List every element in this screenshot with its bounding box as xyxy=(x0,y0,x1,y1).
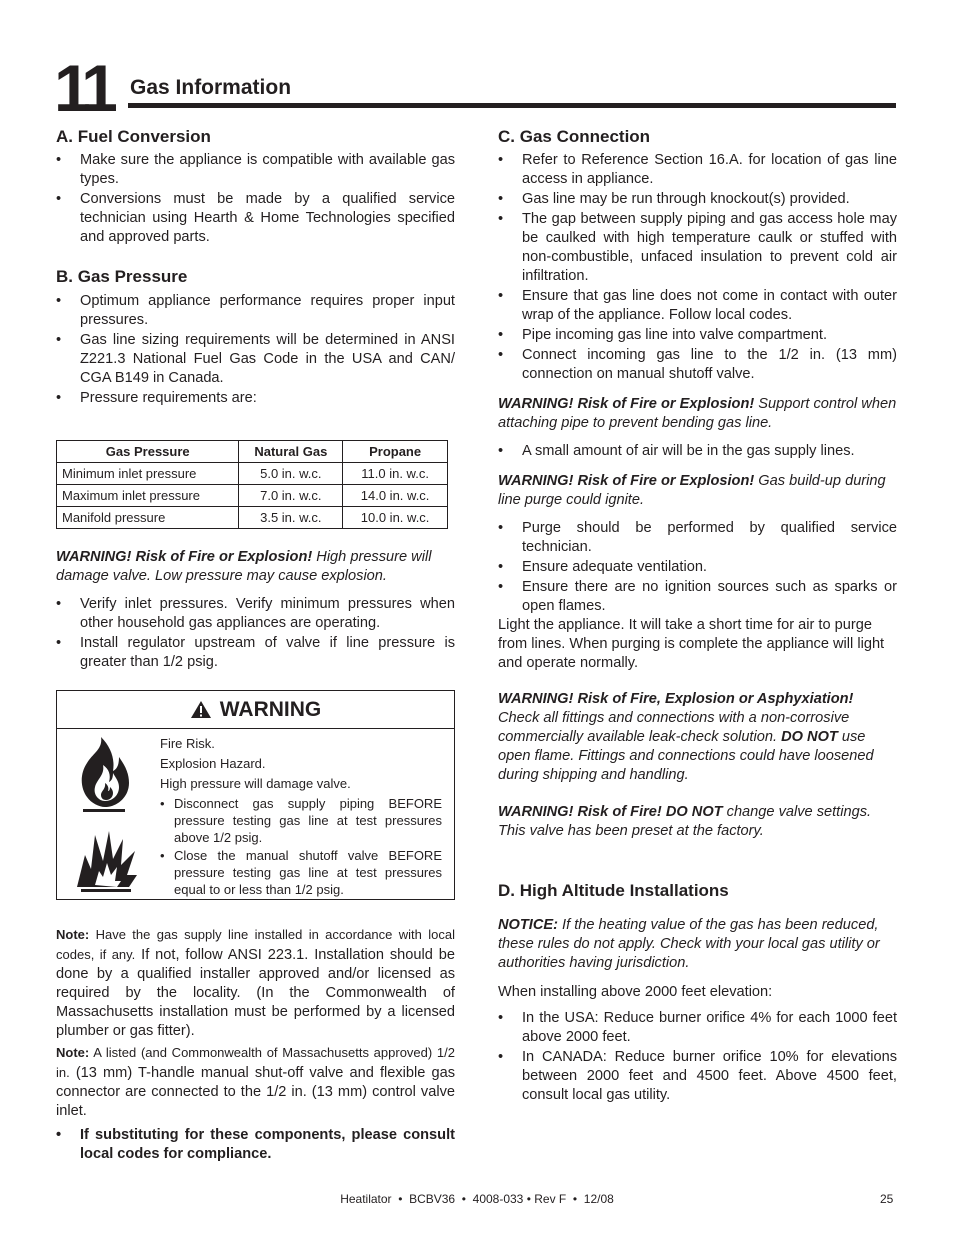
table-header-row xyxy=(57,441,448,463)
list-item: • Ensure there are no ignition sources such as sparks or open flames. xyxy=(498,578,897,616)
list-item: • If substituting for these components, please consult local codes for compliance. xyxy=(56,1126,455,1164)
list-item: • Refer to Reference Section 16.A. for location of gas line access in appliance. xyxy=(498,151,897,189)
note-2 xyxy=(56,1043,455,1121)
table-cell: 10.0 in. w.c. xyxy=(343,507,448,529)
warning-text: use open flame. Fittings and connections could have loosened during shipping and handling. xyxy=(498,729,874,783)
chapter-title: Gas Information xyxy=(130,76,292,99)
warning-label: WARNING! Risk of Fire! DO NOT xyxy=(498,804,723,820)
table-header-cell: Propane xyxy=(343,441,448,463)
table-cell: 14.0 in. w.c. xyxy=(343,485,448,507)
connection-warning-3 xyxy=(498,690,898,785)
gas-pressure-table xyxy=(56,440,448,529)
warning-box xyxy=(56,690,455,900)
table-header-cell: Natural Gas xyxy=(239,441,343,463)
warning-text: Gas build-up during line purge could ignite. xyxy=(498,473,886,508)
table-row xyxy=(57,463,448,485)
notice-label: NOTICE: xyxy=(498,917,558,933)
list-item: • Pipe incoming gas line into valve compartment. xyxy=(498,326,897,345)
notice xyxy=(498,916,897,973)
notice-text: If the heating value of the gas has been reduced, these rules do not apply. Check with your local gas utility or authorities having jurisdiction. xyxy=(498,917,880,971)
list-item: • Pressure requirements are: xyxy=(56,389,455,408)
table-cell: 5.0 in. w.c. xyxy=(239,463,343,485)
warning-box-body xyxy=(57,729,454,899)
warning-label: WARNING! Risk of Fire or Explosion! xyxy=(498,473,755,489)
warning-text: Support control when attaching pipe to prevent bending gas line. xyxy=(498,396,897,431)
list-item: • Install regulator upstream of valve if line pressure is greater than 1/2 psig. xyxy=(56,634,455,672)
table-row xyxy=(57,485,448,507)
page-number: 25 xyxy=(880,1192,894,1206)
table-cell: Manifold pressure xyxy=(57,507,239,529)
purge-section xyxy=(498,519,897,673)
table-cell: 11.0 in. w.c. xyxy=(343,463,448,485)
altitude-intro: When installing above 2000 feet elevation: xyxy=(498,984,773,1000)
altitude-list xyxy=(498,1009,897,1105)
connection-warning-2 xyxy=(498,472,897,510)
list-item: • Disconnect gas supply piping BEFORE pressure testing gas line at test pressures above 1/2 psig. xyxy=(160,795,442,846)
pressure-warning xyxy=(56,548,455,586)
note-text: (13 mm) T-handle manual shut-off valve and flexible gas connector are connected to the 1/2 in. (13 mm) control valve inlet. xyxy=(56,1065,455,1119)
list-item: • Optimum appliance performance requires proper input pressures. xyxy=(56,292,455,330)
list-item: • Close the manual shutoff valve BEFORE pressure testing gas line at test pressures equal to or less than 1/2 psig. xyxy=(160,847,442,898)
note-label: Note: xyxy=(56,1045,90,1060)
list-item: • The gap between supply piping and gas access hole may be caulked with high temperature caulk or stuffed with non-combustible, unfaced insulation to prevent cold air infiltration. xyxy=(498,210,897,286)
bold-bullet-list xyxy=(56,1126,455,1164)
air-list xyxy=(498,442,897,461)
fire-icon xyxy=(73,735,135,815)
footer-text: Heatilator • BCBV36 • 4008-033 • Rev F • 12/08 xyxy=(340,1192,614,1206)
connection-warning-4 xyxy=(498,803,897,841)
gas-connection-list xyxy=(498,151,897,384)
header-rule xyxy=(128,103,896,108)
chapter-number: 11 xyxy=(54,51,112,125)
table-cell: 7.0 in. w.c. xyxy=(239,485,343,507)
warning-emphasis: DO NOT xyxy=(781,729,838,745)
bold-bullet xyxy=(56,1126,455,1164)
fuel-conversion-list xyxy=(56,151,455,247)
list-item: • Gas line sizing requirements will be determined in ANSI Z221.3 National Fuel Gas Code in the USA and CAN/ CGA B149 in Canada. xyxy=(56,331,455,388)
light-paragraph: Light the appliance. It will take a short time for air to purge from lines. When purging is complete the appliance will light and operate normally. xyxy=(498,617,885,671)
section-gas-connection xyxy=(498,127,897,384)
warning-label: WARNING! Risk of Fire or Explosion! xyxy=(498,396,755,412)
warning-line: High pressure will damage valve. xyxy=(160,776,351,791)
purge-list xyxy=(498,519,897,616)
list-item: • Verify inlet pressures. Verify minimum pressures when other household gas appliances are operating. xyxy=(56,595,455,633)
heading-gas-connection: C. Gas Connection xyxy=(498,127,651,146)
note-text: If not, follow ANSI 223.1. Installation should be done by a qualified installer approved and/or licensed as required by the locality. (In the Commonwealth of Massachusetts installation must be performed by a licensed plumber or gas fitter). xyxy=(56,947,455,1039)
warning-box-list xyxy=(160,795,442,898)
note-small-text: A listed (and Commonwealth of Massachusetts approved) 1/2 in. xyxy=(56,1045,455,1080)
warning-label: WARNING! Risk of Fire, Explosion or Asphyxiation! xyxy=(498,691,854,707)
list-item: • Conversions must be made by a qualified service technician using Hearth & Home Technologies specified and approved parts. xyxy=(56,190,455,247)
table-cell: Minimum inlet pressure xyxy=(57,463,239,485)
warning-text: change valve settings. This valve has been preset at the factory. xyxy=(498,804,872,839)
warning-box-text xyxy=(160,735,442,898)
warning-text: High pressure will damage valve. Low pressure may cause explosion. xyxy=(56,549,432,584)
section-gas-pressure xyxy=(56,267,455,408)
table-cell: Maximum inlet pressure xyxy=(57,485,239,507)
heading-fuel-conversion: A. Fuel Conversion xyxy=(56,127,211,146)
list-item: • Ensure adequate ventilation. xyxy=(498,558,897,577)
connection-warning-1 xyxy=(498,395,897,433)
explosion-icon xyxy=(73,825,139,895)
note-small-text: Have the gas supply line installed in accordance with local codes, if any. xyxy=(56,927,455,962)
gas-pressure-table-wrap xyxy=(56,440,448,529)
list-item: • Connect incoming gas line to the 1/2 in. (13 mm) connection on manual shutoff valve. xyxy=(498,346,897,384)
list-item: • Make sure the appliance is compatible with available gas types. xyxy=(56,151,455,189)
heading-gas-pressure: B. Gas Pressure xyxy=(56,267,188,286)
section-fuel-conversion xyxy=(56,127,455,247)
table-row xyxy=(57,507,448,529)
heading-high-altitude: D. High Altitude Installations xyxy=(498,881,729,900)
note-label: Note: xyxy=(56,927,90,942)
section-high-altitude xyxy=(498,881,897,1105)
warning-label: WARNING! Risk of Fire or Explosion! xyxy=(56,549,313,565)
warning-box-header xyxy=(57,691,454,729)
table-cell: 3.5 in. w.c. xyxy=(239,507,343,529)
gas-pressure-list-2 xyxy=(56,595,455,672)
warning-box-title: WARNING xyxy=(219,697,322,721)
list-item: • Gas line may be run through knockout(s) provided. xyxy=(498,190,897,209)
list-item: • In the USA: Reduce burner orifice 4% for each 1000 feet above 2000 feet. xyxy=(498,1009,897,1047)
warning-line: Fire Risk. xyxy=(160,736,215,751)
gas-pressure-list xyxy=(56,292,455,408)
air-note xyxy=(498,442,897,461)
list-item: • In CANADA: Reduce burner orifice 10% for elevations between 2000 feet and 4500 feet. Above 4500 feet, consult local gas utility. xyxy=(498,1048,897,1105)
warning-triangle-icon xyxy=(190,700,212,719)
list-item: • Ensure that gas line does not come in contact with outer wrap of the appliance. Follow local codes. xyxy=(498,287,897,325)
note-1 xyxy=(56,925,455,1041)
table-header-cell: Gas Pressure xyxy=(57,441,239,463)
list-item: • Purge should be performed by qualified service technician. xyxy=(498,519,897,557)
warning-text: Check all fittings and connections with a non-corrosive commercially available leak-check solution. xyxy=(498,710,850,745)
list-item: • A small amount of air will be in the gas supply lines. xyxy=(498,442,897,461)
pressure-list-2 xyxy=(56,595,455,672)
warning-line: Explosion Hazard. xyxy=(160,756,266,771)
